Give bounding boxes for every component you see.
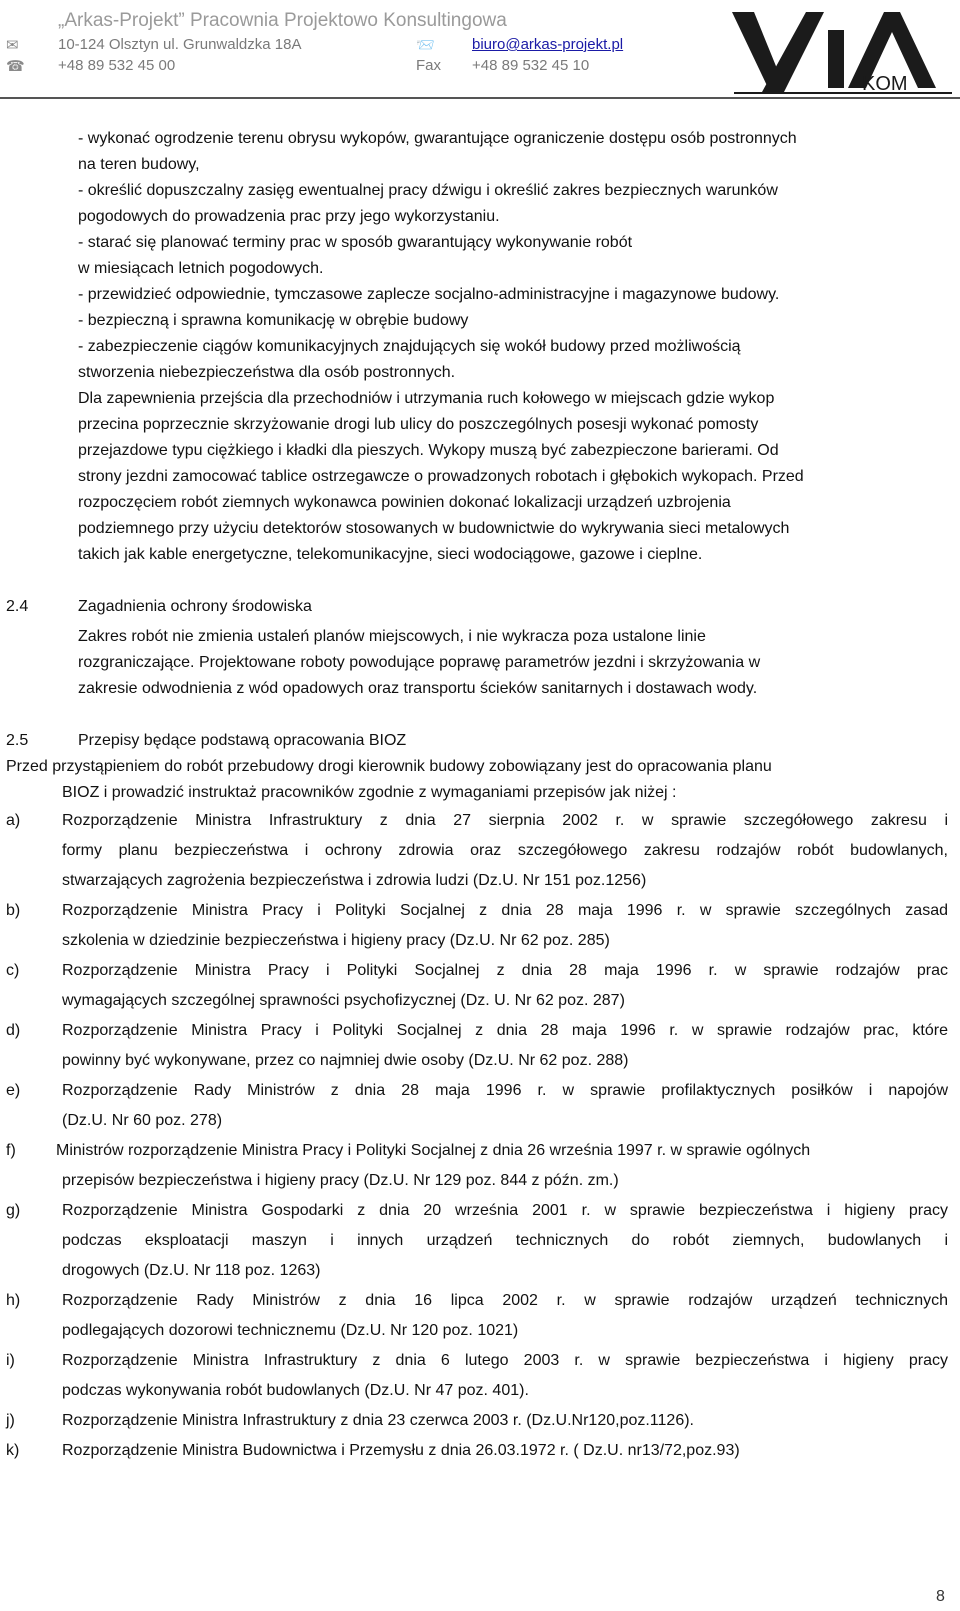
list-label: h) xyxy=(6,1292,21,1309)
text-line: Dla zapewnienia przejścia dla przechodniów i utrzymania ruch kołowego w miejscach gdzie wykop xyxy=(78,390,775,407)
text-line: - bezpieczną i sprawna komunikację w obrębie budowy xyxy=(78,312,469,329)
list-item-line: Ministrów rozporządzenie Ministra Pracy i Polityki Socjalnej z dnia 26 września 1997 r. w sprawie ogólnych xyxy=(56,1142,811,1159)
section-number: 2.4 xyxy=(6,598,29,615)
text-line: pogodowych do prowadzenia prac przy jego wykorzystaniu. xyxy=(78,208,500,225)
fax-label: Fax xyxy=(416,57,442,74)
list-label: a) xyxy=(6,812,21,829)
letterhead xyxy=(0,0,960,100)
list-label: g) xyxy=(6,1202,21,1219)
section-number: 2.5 xyxy=(6,732,29,749)
mail-icon: 📨 xyxy=(416,37,435,54)
list-item-line: Rozporządzenie Ministra Pracy i Polityki Socjalnej z dnia 28 maja 1996 r. w sprawie rodzajów prac, które xyxy=(62,1022,948,1039)
text-line: - zabezpieczenie ciągów komunikacyjnych znajdujących się wokół budowy przed możliwością xyxy=(78,338,741,355)
section-title: Przepisy będące podstawą opracowania BIOZ xyxy=(78,732,407,749)
list-item-line: Rozporządzenie Rady Ministrów z dnia 28 maja 1996 r. w sprawie profilaktycznych posiłków i napojów xyxy=(62,1082,948,1099)
text-line: - przewidzieć odpowiednie, tymczasowe zaplecze socjalno-administracyjne i magazynowe budowy. xyxy=(78,286,780,303)
list-label: j) xyxy=(6,1412,15,1429)
list-item-line: Rozporządzenie Ministra Pracy i Polityki Socjalnej z dnia 28 maja 1996 r. w sprawie rodzajów prac xyxy=(62,962,948,979)
list-label: d) xyxy=(6,1022,21,1039)
list-item-line: Rozporządzenie Ministra Infrastruktury z dnia 23 czerwca 2003 r. (Dz.U.Nr120,poz.1126). xyxy=(62,1412,694,1429)
list-item-line: szkolenia w dziedzinie bezpieczeństwa i higieny pracy (Dz.U. Nr 62 poz. 285) xyxy=(62,932,610,949)
text-line: Przed przystąpieniem do robót przebudowy drogi kierownik budowy zobowiązany jest do opracowania planu xyxy=(6,758,772,775)
text-line: strony jezdni zamocować tablice ostrzegawcze o prowadzonych robotach i głębokich wykopach. Przed xyxy=(78,468,804,485)
phone-icon: ☎ xyxy=(6,58,25,75)
fax-number: +48 89 532 45 10 xyxy=(472,57,590,74)
email-link[interactable]: biuro@arkas-projekt.pl xyxy=(472,36,624,53)
list-item-line: podczas eksploatacji maszyn i innych urządzeń technicznych do robót ziemnych, budowlanych i xyxy=(62,1232,948,1249)
logo-text: KOM xyxy=(862,73,908,94)
viakom-logo xyxy=(732,8,952,94)
list-item-line: Rozporządzenie Ministra Infrastruktury z dnia 27 sierpnia 2002 r. w sprawie szczegółowego zakresu i xyxy=(62,812,948,829)
text-line: podziemnego przy użyciu detektorów stosowanych w budownictwie do wykrywania sieci metalowych xyxy=(78,520,790,537)
list-item-line: przepisów bezpieczeństwa i higieny pracy (Dz.U. Nr 129 poz. 844 z późn. zm.) xyxy=(62,1172,619,1189)
text-line: rozpoczęciem robót ziemnych wykonawca powinien dokonać lokalizacji urządzeń uzbrojenia xyxy=(78,494,731,511)
text-line: Zakres robót nie zmienia ustaleń planów miejscowych, i nie wykracza poza ustalone linie xyxy=(78,628,706,645)
list-label: k) xyxy=(6,1442,20,1459)
list-item-line: wymagających szczególnej sprawności psychofizycznej (Dz. U. Nr 62 poz. 287) xyxy=(62,992,625,1009)
text-line: na teren budowy, xyxy=(78,156,200,173)
text-line: rozgraniczające. Projektowane roboty powodujące poprawę parametrów jezdni i skrzyżowania w xyxy=(78,654,761,671)
company-name: „Arkas-Projekt” Pracownia Projektowo Konsultingowa xyxy=(58,10,507,31)
text-line: - wykonać ogrodzenie terenu obrysu wykopów, gwarantujące ograniczenie dostępu osób postronnych xyxy=(78,130,797,147)
list-item-line: Rozporządzenie Ministra Infrastruktury z dnia 6 lutego 2003 r. w sprawie bezpieczeństwa i higieny pracy xyxy=(62,1352,948,1369)
list-item-line: drogowych (Dz.U. Nr 118 poz. 1263) xyxy=(62,1262,321,1279)
list-item-line: stwarzających zagrożenia bezpieczeństwa i zdrowia ludzi (Dz.U. Nr 151 poz.1256) xyxy=(62,872,647,889)
section-title: Zagadnienia ochrony środowiska xyxy=(78,598,312,615)
address: 10-124 Olsztyn ul. Grunwaldzka 18A xyxy=(58,36,302,53)
page-number: 8 xyxy=(936,1588,945,1605)
list-label: c) xyxy=(6,962,20,979)
list-label: i) xyxy=(6,1352,15,1369)
text-line: stworzenia niebezpieczeństwa dla osób postronnych. xyxy=(78,364,456,381)
text-line: przecina poprzecznie skrzyżowanie drogi lub ulicy do poszczególnych posesji wykonać pomosty xyxy=(78,416,759,433)
list-label: e) xyxy=(6,1082,21,1099)
text-line: BIOZ i prowadzić instruktaż pracowników zgodnie z wymaganiami przepisów jak niżej : xyxy=(62,784,677,801)
text-line: - określić dopuszczalny zasięg ewentualnej pracy dźwigu i określić zakres bezpiecznych warunków xyxy=(78,182,778,199)
list-label: f) xyxy=(6,1142,16,1159)
text-line: przejazdowe typu ciężkiego i kładki dla pieszych. Wykopy muszą być zabezpieczone barierami. Od xyxy=(78,442,779,459)
list-label: b) xyxy=(6,902,21,919)
list-item-line: Rozporządzenie Rady Ministrów z dnia 16 lipca 2002 r. w sprawie rodzajów urządzeń technicznych xyxy=(62,1292,948,1309)
list-item-line: (Dz.U. Nr 60 poz. 278) xyxy=(62,1112,223,1129)
text-line: takich jak kable energetyczne, telekomunikacyjne, sieci wodociągowe, gazowe i cieplne. xyxy=(78,546,703,563)
text-line: w miesiącach letnich pogodowych. xyxy=(78,260,324,277)
envelope-icon: ✉ xyxy=(6,37,19,54)
list-item-line: Rozporządzenie Ministra Pracy i Polityki Socjalnej z dnia 28 maja 1996 r. w sprawie szczególnych zasad xyxy=(62,902,948,919)
header-rule xyxy=(0,97,960,99)
text-line: zakresie odwodnienia z wód opadowych oraz transportu ścieków sanitarnych i dostawach wody. xyxy=(78,680,758,697)
text-line: - starać się planować terminy prac w sposób gwarantujący wykonywanie robót xyxy=(78,234,633,251)
list-item-line: podlegających dozorowi technicznemu (Dz.U. Nr 120 poz. 1021) xyxy=(62,1322,519,1339)
list-item-line: podczas wykonywania robót budowlanych (Dz.U. Nr 47 poz. 401). xyxy=(62,1382,529,1399)
list-item-line: Rozporządzenie Ministra Gospodarki z dnia 20 września 2001 r. w sprawie bezpieczeństwa i higieny pracy xyxy=(62,1202,948,1219)
list-item-line: formy planu bezpieczeństwa i ochrony zdrowia oraz szczegółowego zakresu rodzajów robót budowlanych, xyxy=(62,842,948,859)
list-item-line: powinny być wykonywane, przez co najmniej dwie osoby (Dz.U. Nr 62 poz. 288) xyxy=(62,1052,629,1069)
phone-number: +48 89 532 45 00 xyxy=(58,57,176,74)
list-item-line: Rozporządzenie Ministra Budownictwa i Przemysłu z dnia 26.03.1972 r. ( Dz.U. nr13/72,poz.93) xyxy=(62,1442,740,1459)
